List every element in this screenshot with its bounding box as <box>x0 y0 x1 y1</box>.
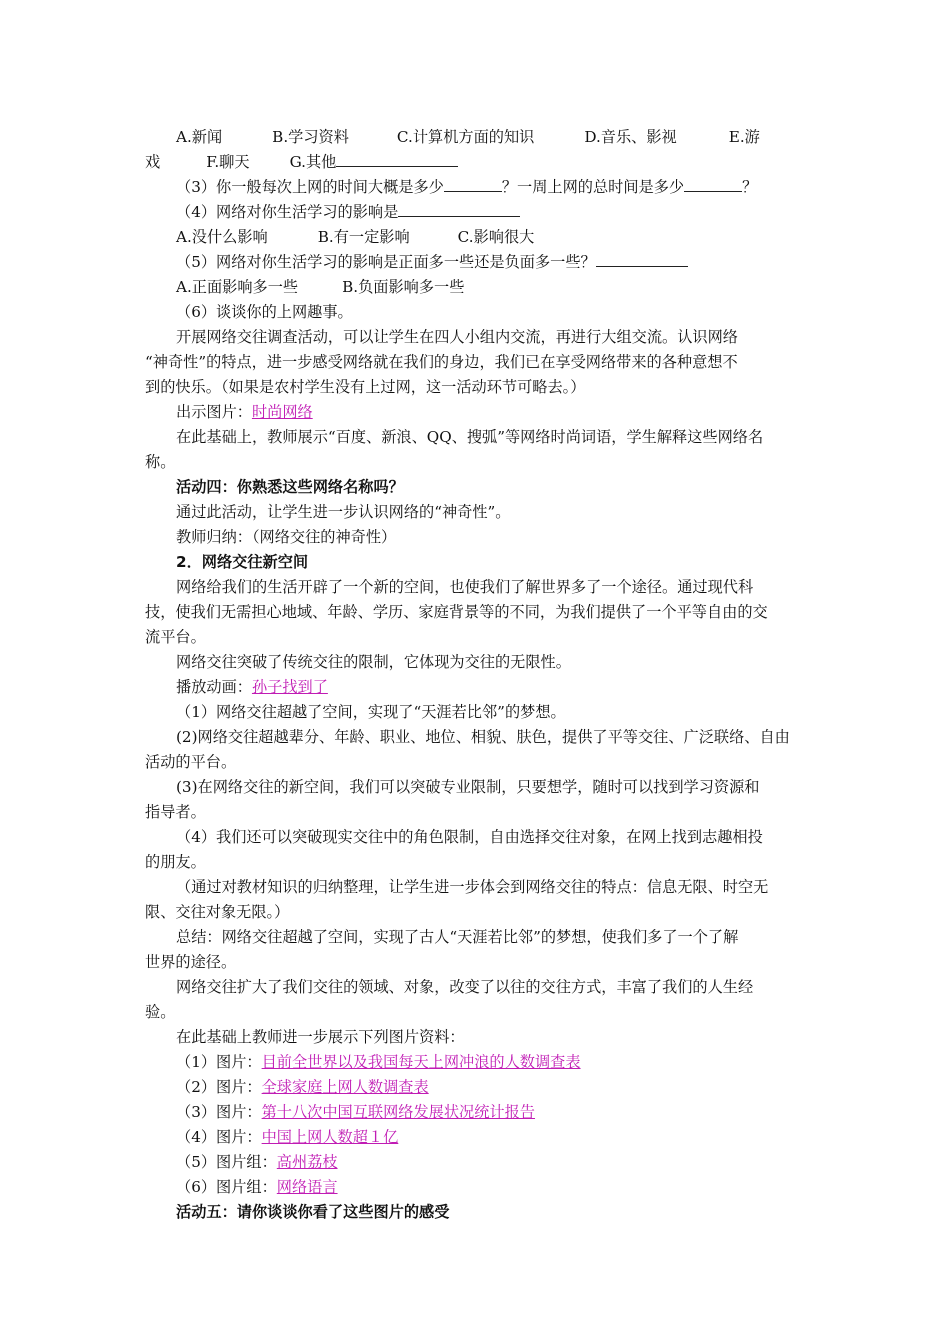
paragraph-line: 限、交往对象无限。） <box>145 903 290 921</box>
paragraph-line: 网络交往突破了传统交往的限制，它体现为交往的无限性。 <box>176 653 571 671</box>
q6-line: （6）谈谈你的上网趣事。 <box>176 303 353 321</box>
link-china-100-million[interactable]: 中国上网人数超１亿 <box>261 1128 399 1146</box>
point-1: （1）网络交往超越了空间，实现了“天涯若比邻”的梦想。 <box>176 703 566 721</box>
link-daily-surfers-survey[interactable]: 目前全世界以及我国每天上网冲浪的人数调查表 <box>261 1053 581 1071</box>
paragraph-line: 流平台。 <box>145 628 206 646</box>
q4-text: （4）网络对你生活学习的影响是 <box>176 203 399 221</box>
picture-item <box>176 1051 581 1073</box>
q3-line <box>176 176 757 198</box>
q5-options <box>176 276 464 298</box>
q2-option-e: E.游 <box>728 128 760 146</box>
picture-item <box>176 1076 429 1098</box>
summary-line: 世界的途径。 <box>145 953 237 971</box>
picture-item <box>176 1151 338 1173</box>
paragraph-line: 开展网络交往调查活动，可以让学生在四人小组内交流，再进行大组交流。认识网络 <box>176 328 738 346</box>
q2-options-cont <box>145 151 458 173</box>
picture-item <box>176 1101 535 1123</box>
q5-line <box>176 251 688 273</box>
animation-label: 播放动画： <box>176 678 252 696</box>
q2-option-b: B.学习资料 <box>272 128 349 146</box>
q5-option-a: A.正面影响多一些 <box>176 278 299 296</box>
point-3: (3)在网络交往的新空间，我们可以突破专业限制，只要想学，随时可以找到学习资源和 <box>176 778 760 796</box>
q4-options <box>176 226 534 248</box>
section-2-heading: 2．网络交往新空间 <box>176 553 309 571</box>
q5-option-b: B.负面影响多一些 <box>342 278 465 296</box>
animation-line <box>176 676 328 698</box>
link-grandson-found[interactable]: 孙子找到了 <box>251 678 328 696</box>
link-cnnic-18th-report[interactable]: 第十八次中国互联网络发展状况统计报告 <box>261 1103 535 1121</box>
paragraph-line: 网络给我们的生活开辟了一个新的空间，也使我们了解世界多了一个途径。通过现代科 <box>176 578 754 596</box>
link-global-household-survey[interactable]: 全球家庭上网人数调查表 <box>261 1078 429 1096</box>
activity-4-heading: 活动四：你熟悉这些网络名称吗？ <box>176 478 404 496</box>
point-4: （4）我们还可以突破现实交往中的角色限制，自由选择交往对象，在网上找到志趣相投 <box>176 828 763 846</box>
paragraph-line: 到的快乐。（如果是农村学生没有上过网，这一活动环节可略去。） <box>145 378 586 396</box>
picture-label: （4）图片： <box>176 1128 262 1146</box>
paragraph-line: 技，使我们无需担心地域、年龄、学历、家庭背景等的不同，为我们提供了一个平等自由的交 <box>145 603 768 621</box>
show-picture-line <box>176 401 313 423</box>
q5-text: （5）网络对你生活学习的影响是正面多一些还是负面多一些？ <box>176 253 596 271</box>
q2-option-a: A.新闻 <box>176 128 223 146</box>
point-2-cont: 活动的平台。 <box>145 753 237 771</box>
q4-option-c: C.影响很大 <box>457 228 535 246</box>
q5-blank <box>596 251 688 267</box>
picture-label: （1）图片： <box>176 1053 262 1071</box>
link-gaozhou-lychee[interactable]: 高州荔枝 <box>276 1153 338 1171</box>
q3-text-mid: ？一周上网的总时间是多少 <box>501 178 685 196</box>
picture-label: （6）图片组： <box>176 1178 277 1196</box>
q2-blank <box>336 151 458 167</box>
paragraph-line: 网络交往扩大了我们交往的领域、对象，改变了以往的交往方式，丰富了我们的人生经 <box>176 978 754 996</box>
picture-label: （5）图片组： <box>176 1153 277 1171</box>
picture-label: （3）图片： <box>176 1103 262 1121</box>
q2-option-d: D.音乐、影视 <box>584 128 677 146</box>
paragraph-line: （通过对教材知识的归纳整理，让学生进一步体会到网络交往的特点：信息无限、时空无 <box>176 878 769 896</box>
point-3-cont: 指导者。 <box>145 803 206 821</box>
link-fashion-network[interactable]: 时尚网络 <box>251 403 313 421</box>
picture-item <box>176 1176 338 1198</box>
point-2: (2)网络交往超越辈分、年龄、职业、地位、相貌、肤色，提供了平等交往、广泛联络、自由 <box>176 728 790 746</box>
q3-text: （3）你一般每次上网的时间大概是多少 <box>176 178 444 196</box>
q4-option-b: B.有一定影响 <box>317 228 410 246</box>
q2-option-e-cont: 戏 <box>145 153 161 171</box>
paragraph-line: 在此基础上，教师展示“百度、新浪、QQ、搜弧”等网络时尚词语，学生解释这些网络名 <box>176 428 764 446</box>
q2-option-g: G.其他 <box>289 153 337 171</box>
paragraph-line: 验。 <box>145 1003 176 1021</box>
q3-text-end: ？ <box>742 178 758 196</box>
activity-5-heading: 活动五：请你谈谈你看了这些图片的感受 <box>176 1203 450 1221</box>
paragraph-line: 在此基础上教师进一步展示下列图片资料： <box>176 1028 465 1046</box>
paragraph-line: “神奇性”的特点，进一步感受网络就在我们的身边，我们已在享受网络带来的各种意想不 <box>145 353 738 371</box>
link-internet-language[interactable]: 网络语言 <box>276 1178 338 1196</box>
show-picture-label: 出示图片： <box>176 403 252 421</box>
q2-option-f: F.聊天 <box>206 153 250 171</box>
paragraph-line: 教师归纳：（网络交往的神奇性） <box>176 528 397 546</box>
point-4-cont: 的朋友。 <box>145 853 206 871</box>
q4-blank <box>398 201 520 217</box>
picture-label: （2）图片： <box>176 1078 262 1096</box>
summary-line: 总结：网络交往超越了空间，实现了古人“天涯若比邻”的梦想，使我们多了一个了解 <box>176 928 739 946</box>
q3-blank-1 <box>444 176 502 192</box>
paragraph-line: 称。 <box>145 453 176 471</box>
q2-option-c: C.计算机方面的知识 <box>396 128 535 146</box>
q2-options-line <box>176 126 760 148</box>
paragraph-line: 通过此活动，让学生进一步认识网络的“神奇性”。 <box>176 503 511 521</box>
q4-option-a: A.没什么影响 <box>176 228 268 246</box>
picture-item <box>176 1126 398 1148</box>
q3-blank-2 <box>684 176 742 192</box>
q4-line <box>176 201 520 223</box>
